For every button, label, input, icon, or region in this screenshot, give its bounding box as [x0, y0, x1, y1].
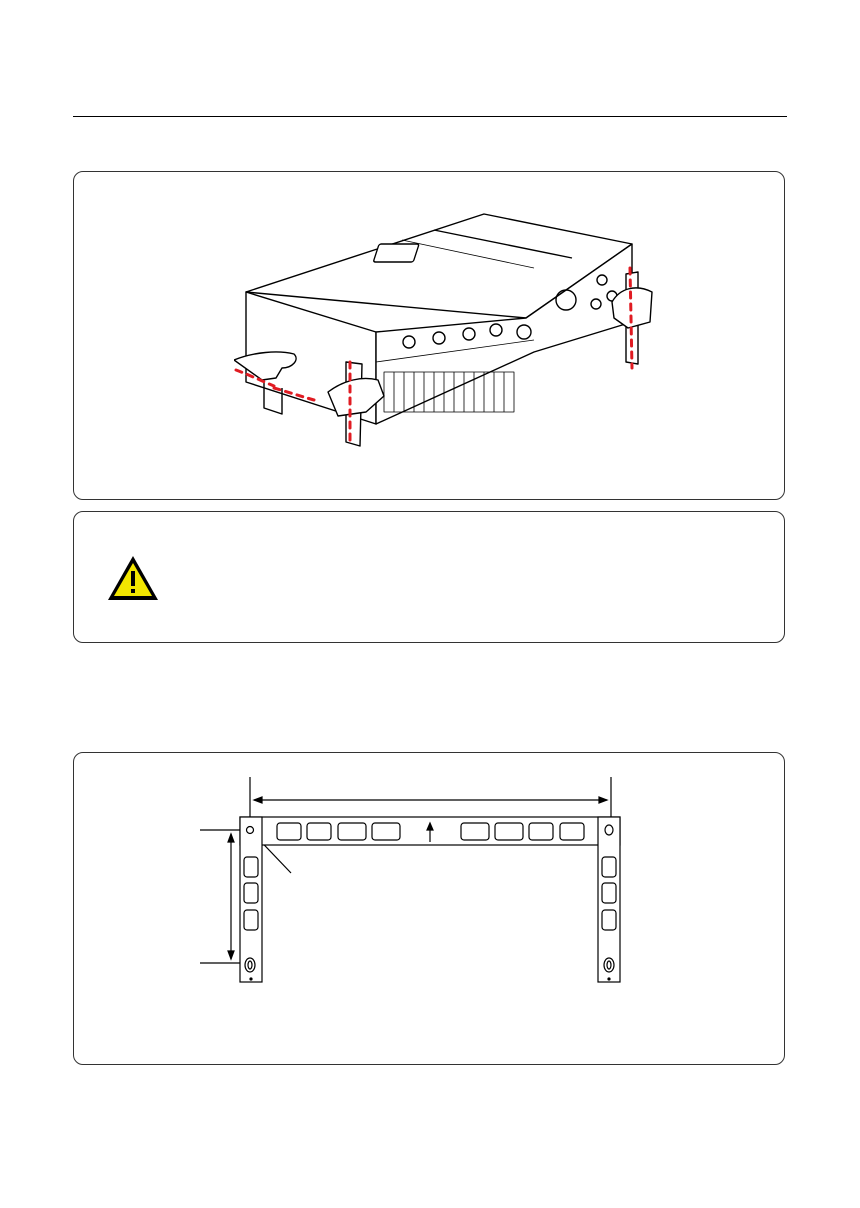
header-rule: [73, 116, 787, 117]
bracket-figure-panel: [73, 752, 785, 1065]
grip-mark-right: [630, 268, 632, 368]
inverter-lifting-illustration: [234, 192, 654, 452]
display-panel: [373, 244, 419, 262]
bracket-left-leg: [240, 817, 262, 982]
warning-panel: [73, 511, 785, 643]
mounting-bracket-drawing: [74, 753, 786, 1066]
bracket-right-leg: [598, 817, 620, 982]
lifting-figure-panel: [73, 171, 785, 500]
warning-triangle-icon: [105, 553, 161, 603]
